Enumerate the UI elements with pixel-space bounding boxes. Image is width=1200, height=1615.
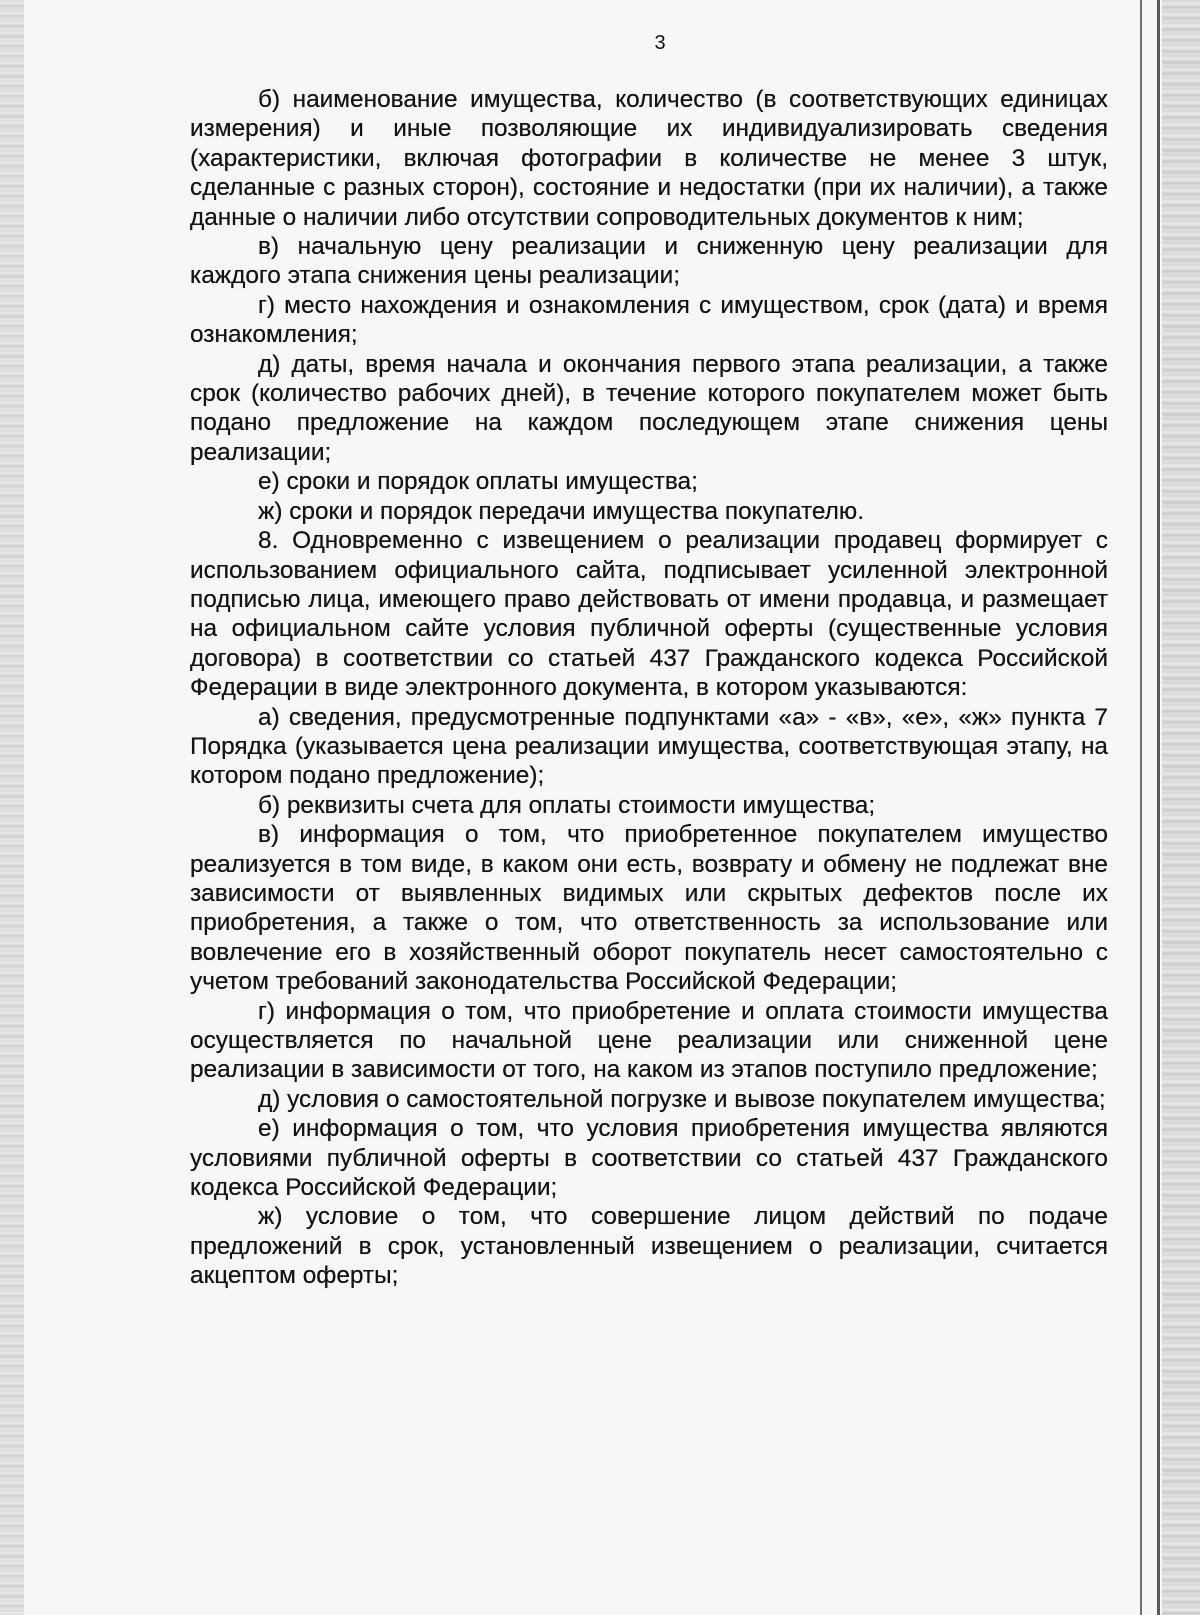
- paragraph-item-zh: ж) сроки и порядок передачи имущества покупателю.: [258, 497, 864, 525]
- paragraph-subitem-g: г) информация о том, что приобретение и оплата стоимости имущества осуществляется по начальной цене реализации или сниженной цене реализации в зависимости от того, на каком из этапов поступило предложение;: [190, 997, 1108, 1084]
- scan-right-edge: [1162, 0, 1200, 1615]
- paragraph-subitem-d: д) условия о самостоятельной погрузке и вывозе покупателем имущества;: [258, 1085, 1106, 1113]
- paragraph-item-b: б) наименование имущества, количество (в соответствующих единицах измерения) и иные позволяющие их индивидуализировать сведения (характеристики, включая фотографии в количестве не менее 3 штук, сделанные с разных сторон), состояние и недостатки (при их наличии), а также данные о наличии либо отсутствии сопроводительных документов к ним;: [190, 86, 1108, 231]
- scan-left-edge: [0, 0, 24, 1615]
- paragraph-subitem-v: в) информация о том, что приобретенное покупателем имущество реализуется в том виде, в каком они есть, возврату и обмену не подлежат вне зависимости от выявленных видимых или скрытых дефектов после их приобретения, а также о том, что ответственность за использование или вовлечение его в хозяйственный оборот покупатель несет самостоятельно с учетом требований законодательства Российской Федерации;: [190, 821, 1108, 996]
- page-fold-line: [1157, 0, 1160, 1615]
- page-number: 3: [654, 32, 666, 54]
- paragraph-item-g: г) место нахождения и ознакомления с имуществом, срок (дата) и время ознакомления;: [190, 291, 1108, 349]
- paragraph-subitem-a: а) сведения, предусмотренные подпунктами «а» - «в», «е», «ж» пункта 7 Порядка (указывается цена реализации имущества, соответствующая этапу, на котором подано предложение);: [190, 703, 1108, 790]
- paragraph-section-8: 8. Одновременно с извещением о реализации продавец формирует с использованием официального сайта, подписывает усиленной электронной подписью лица, имеющего право действовать от имени продавца, и размещает на официальном сайте условия публичной оферты (существенные условия договора) в соответствии со статьей 437 Гражданского кодекса Российской Федерации в виде электронного документа, в котором указываются:: [190, 527, 1108, 702]
- paragraph-subitem-b: б) реквизиты счета для оплаты стоимости имущества;: [258, 791, 876, 819]
- paragraph-item-v: в) начальную цену реализации и сниженную цену реализации для каждого этапа снижения цены реализации;: [190, 233, 1108, 290]
- paragraph-item-e: е) сроки и порядок оплаты имущества;: [258, 468, 698, 496]
- paragraph-subitem-zh: ж) условие о том, что совершение лицом действий по подаче предложений в срок, установленный извещением о реализации, считается акцептом оферты;: [190, 1203, 1108, 1290]
- page-fold-line: [1140, 0, 1142, 1615]
- document-body-text: [190, 85, 1108, 1291]
- paragraph-subitem-e: е) информация о том, что условия приобретения имущества являются условиями публичной оферты в соответствии со статьей 437 Гражданского кодекса Российской Федерации;: [190, 1115, 1108, 1202]
- paragraph-item-d: д) даты, время начала и окончания первого этапа реализации, а также срок (количество рабочих дней), в течение которого покупателем может быть подано предложение на каждом последующем этапе снижения цены реализации;: [190, 350, 1108, 466]
